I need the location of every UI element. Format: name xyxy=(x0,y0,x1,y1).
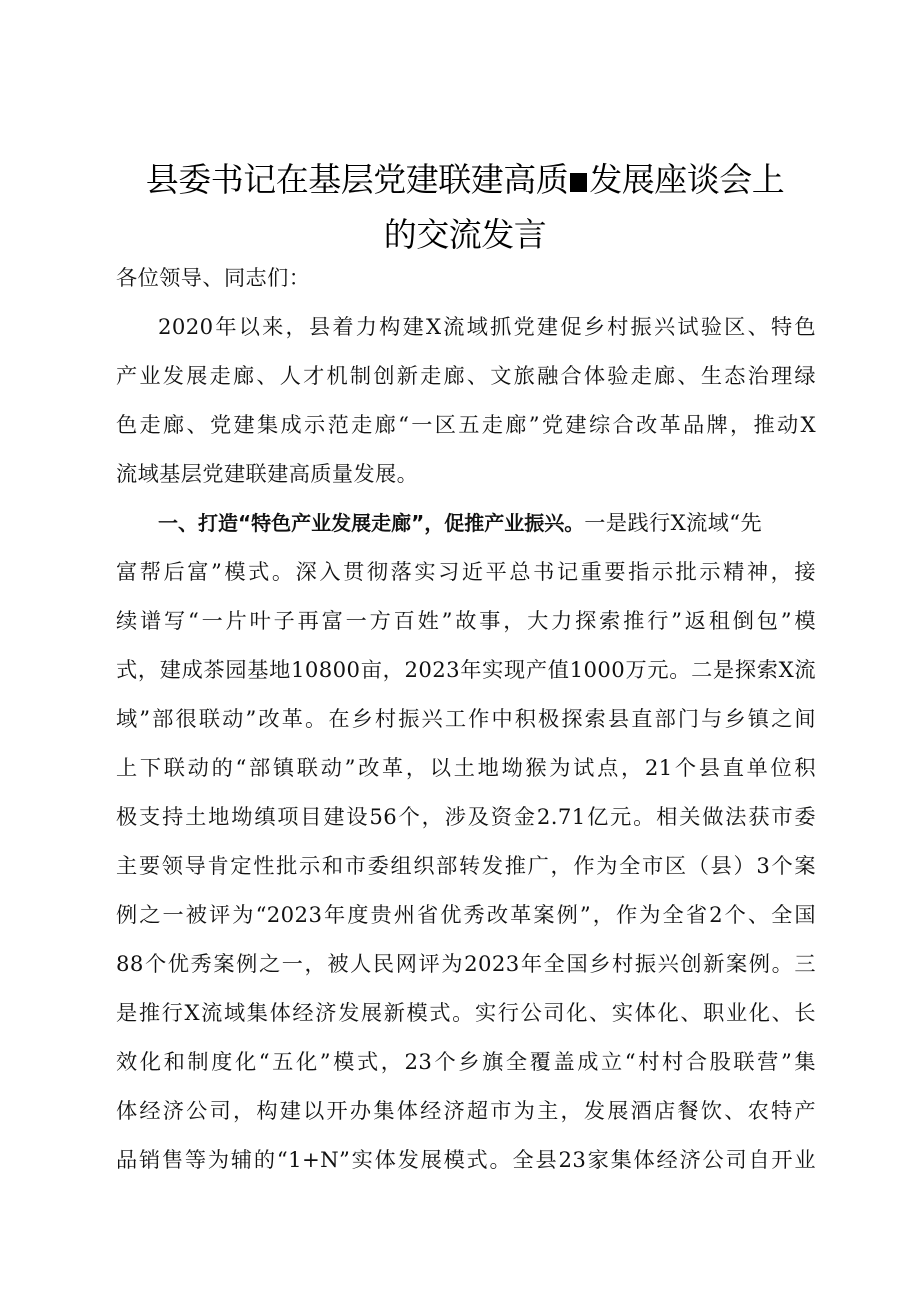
section-1-first-line-text: 一是践行X流域“先 xyxy=(584,510,763,535)
salutation: 各位领导、同志们： xyxy=(116,265,311,290)
document-title-line-2: 的交流发言 xyxy=(383,215,547,254)
intro-line: 2020年以来，县着力构建X流域抓党建促乡村振兴试验区、特色 xyxy=(158,314,816,339)
redaction-block xyxy=(570,173,587,192)
section-1-heading: 一、打造“特色产业发展走廊”，促推产业振兴。 xyxy=(158,511,585,535)
document-title-line-1 xyxy=(120,152,810,208)
title-text-part-2: 发展座谈会上 xyxy=(589,160,785,199)
body-line: 式，建成茶园基地10800亩，2023年实现产值1000万元。二是探索X流 xyxy=(116,657,816,682)
body-line: 效化和制度化“五化”模式，23个乡旗全覆盖成立“村村合股联营”集 xyxy=(116,1049,816,1074)
intro-line: 流域基层党建联建高质量发展。 xyxy=(116,461,419,486)
body-line: 主要领导肯定性批示和市委组织部转发推广，作为全市区（县）3个案 xyxy=(116,853,816,878)
title-text-part-1: 县委书记在基层党建联建高质 xyxy=(145,160,569,199)
body-line: 富帮后富”模式。深入贯彻落实习近平总书记重要指示批示精神，接 xyxy=(116,559,816,584)
intro-line: 色走廊、党建集成示范走廊“一区五走廊”党建综合改革品牌，推动X xyxy=(116,412,816,437)
body-line: 续谱写“一片叶子再富一方百姓”故事，大力探索推行”返租倒包”模 xyxy=(116,608,816,633)
body-line: 体经济公司，构建以开办集体经济超市为主，发展酒店餐饮、农特产 xyxy=(116,1098,816,1123)
body-line: 域”部很联动”改革。在乡村振兴工作中积极探索县直部门与乡镇之间 xyxy=(116,706,816,731)
body-line: 是推行X流域集体经济发展新模式。实行公司化、实体化、职业化、长 xyxy=(116,1000,816,1025)
body-line: 品销售等为辅的“1+N”实体发展模式。全县23家集体经济公司自开业 xyxy=(116,1147,816,1172)
body-line: 88个优秀案例之一，被人民网评为2023年全国乡村振兴创新案例。三 xyxy=(116,951,816,976)
body-line: 例之一被评为“2023年度贵州省优秀改革案例”，作为全省2个、全国 xyxy=(116,902,816,927)
body-line: 极支持土地坳缜项目建设56个，涉及资金2.71亿元。相关做法获市委 xyxy=(116,804,816,829)
intro-line: 产业发展走廊、人才机制创新走廊、文旅融合体验走廊、生态治理绿 xyxy=(116,363,816,388)
body-line: 上下联动的“部镇联动”改革，以土地坳猴为试点，21个县直单位积 xyxy=(116,755,816,780)
section-1-first-line xyxy=(158,509,816,537)
